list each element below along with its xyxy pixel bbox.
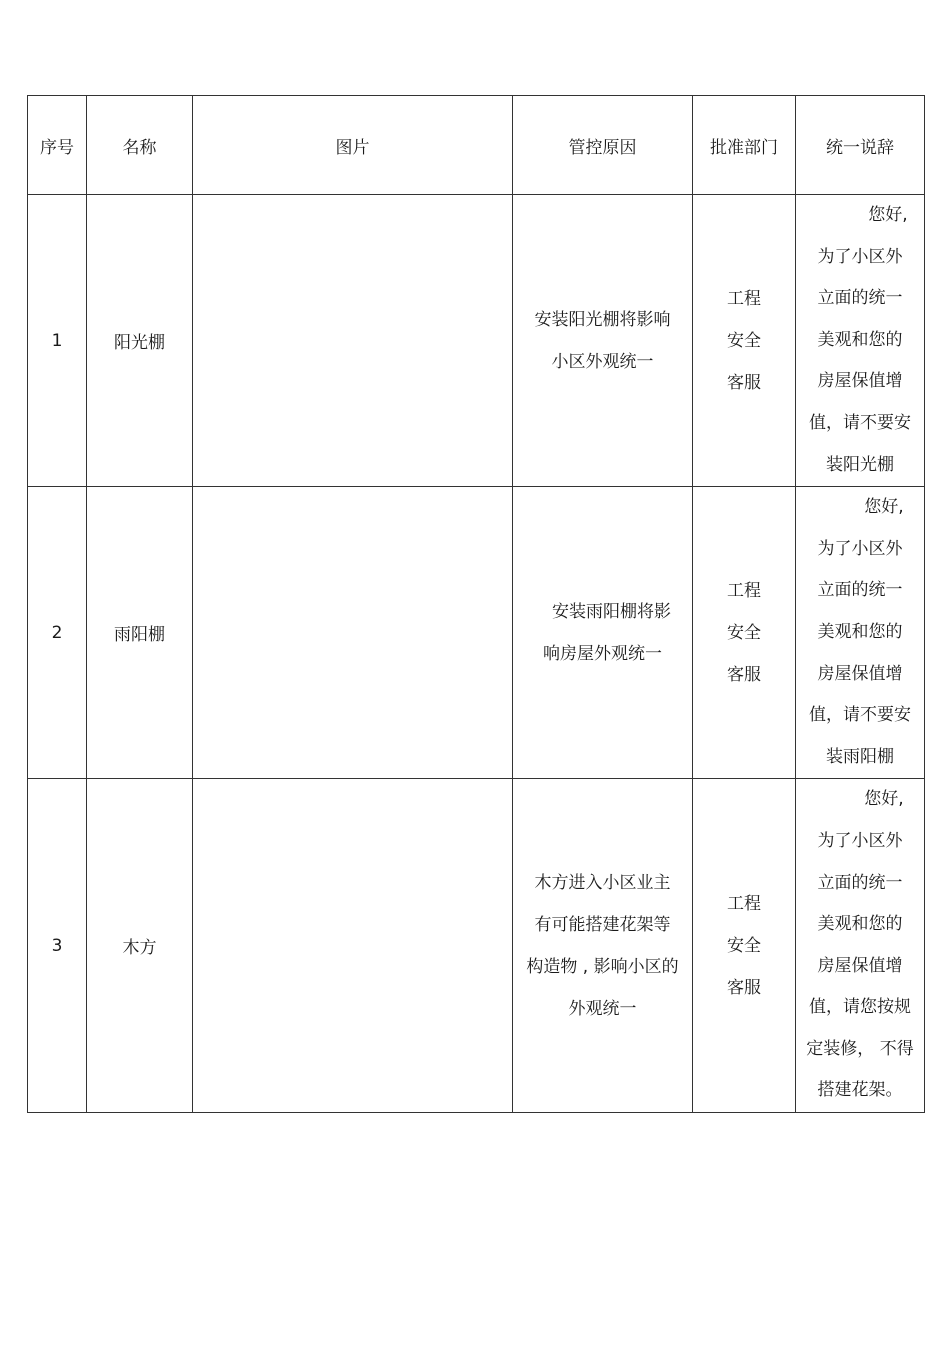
table-row: [28, 779, 925, 1113]
reason-line: 外观统一: [568, 998, 637, 1019]
row-image-placeholder: [193, 487, 513, 779]
row-seq: 2: [28, 487, 87, 779]
note-line: 值，请不要安: [809, 705, 911, 726]
note-line: 美观和您的: [817, 914, 903, 935]
row-name: 雨阳棚: [87, 487, 193, 779]
note-line: 为了小区外: [817, 538, 903, 559]
dept-line: 客服: [727, 664, 761, 685]
header-dept: 批准部门: [693, 96, 796, 195]
row-dept: [693, 195, 796, 487]
header-seq: 序号: [28, 96, 87, 195]
note-line: 您好,: [868, 205, 908, 225]
reason-line: 构造物 , 影响小区的: [526, 956, 679, 977]
note-line: 美观和您的: [817, 621, 903, 642]
header-name: 名称: [87, 96, 193, 195]
reason-line: 安装雨阳棚将影: [552, 601, 671, 622]
note-line: 值，请不要安: [809, 412, 911, 433]
row-seq: 1: [28, 195, 87, 487]
note-line: 装雨阳棚: [826, 746, 894, 767]
note-line: 房屋保值增: [817, 955, 903, 976]
row-note: [796, 779, 925, 1113]
note-line: 立面的统一: [817, 872, 903, 893]
row-image-placeholder: [193, 779, 513, 1113]
row-note: [796, 487, 925, 779]
note-line: 定装修， 不得: [806, 1038, 914, 1059]
row-image-placeholder: [193, 195, 513, 487]
row-note: [796, 195, 925, 487]
row-reason: [513, 195, 693, 487]
reason-line: 木方进入小区业主: [534, 872, 671, 893]
regulation-table: [27, 95, 925, 1113]
note-line: 立面的统一: [817, 580, 903, 601]
dept-line: 安全: [727, 622, 761, 643]
row-seq: 3: [28, 779, 87, 1113]
header-note: 统一说辞: [796, 96, 925, 195]
reason-line: 响房屋外观统一: [543, 643, 662, 664]
note-line: 为了小区外: [817, 246, 903, 267]
reason-line: 小区外观统一: [551, 351, 654, 372]
table-row: [28, 487, 925, 779]
dept-line: 工程: [727, 580, 761, 601]
row-name: 阳光棚: [87, 195, 193, 487]
row-dept: [693, 779, 796, 1113]
row-reason: [513, 487, 693, 779]
row-reason: [513, 779, 693, 1113]
header-image: 图片: [193, 96, 513, 195]
dept-line: 安全: [727, 330, 761, 351]
header-reason: 管控原因: [513, 96, 693, 195]
note-line: 值，请您按规: [809, 997, 911, 1018]
row-name: 木方: [87, 779, 193, 1113]
note-line: 房屋保值增: [817, 663, 903, 684]
note-line: 搭建花架。: [817, 1080, 903, 1101]
note-line: 美观和您的: [817, 329, 903, 350]
note-line: 为了小区外: [817, 830, 903, 851]
dept-line: 客服: [727, 977, 761, 998]
reason-line: 有可能搭建花架等: [534, 914, 671, 935]
header-row: [28, 96, 925, 195]
dept-line: 工程: [727, 893, 761, 914]
reason-line: 安装阳光棚将影响: [534, 309, 671, 330]
note-line: 您好,: [864, 789, 904, 810]
dept-line: 工程: [727, 288, 761, 309]
note-line: 房屋保值增: [817, 371, 903, 392]
dept-line: 安全: [727, 935, 761, 956]
note-line: 您好,: [864, 497, 904, 518]
row-dept: [693, 487, 796, 779]
note-line: 立面的统一: [817, 288, 903, 309]
table-row: [28, 195, 925, 487]
note-line: 装阳光棚: [826, 454, 894, 475]
dept-line: 客服: [727, 372, 761, 393]
